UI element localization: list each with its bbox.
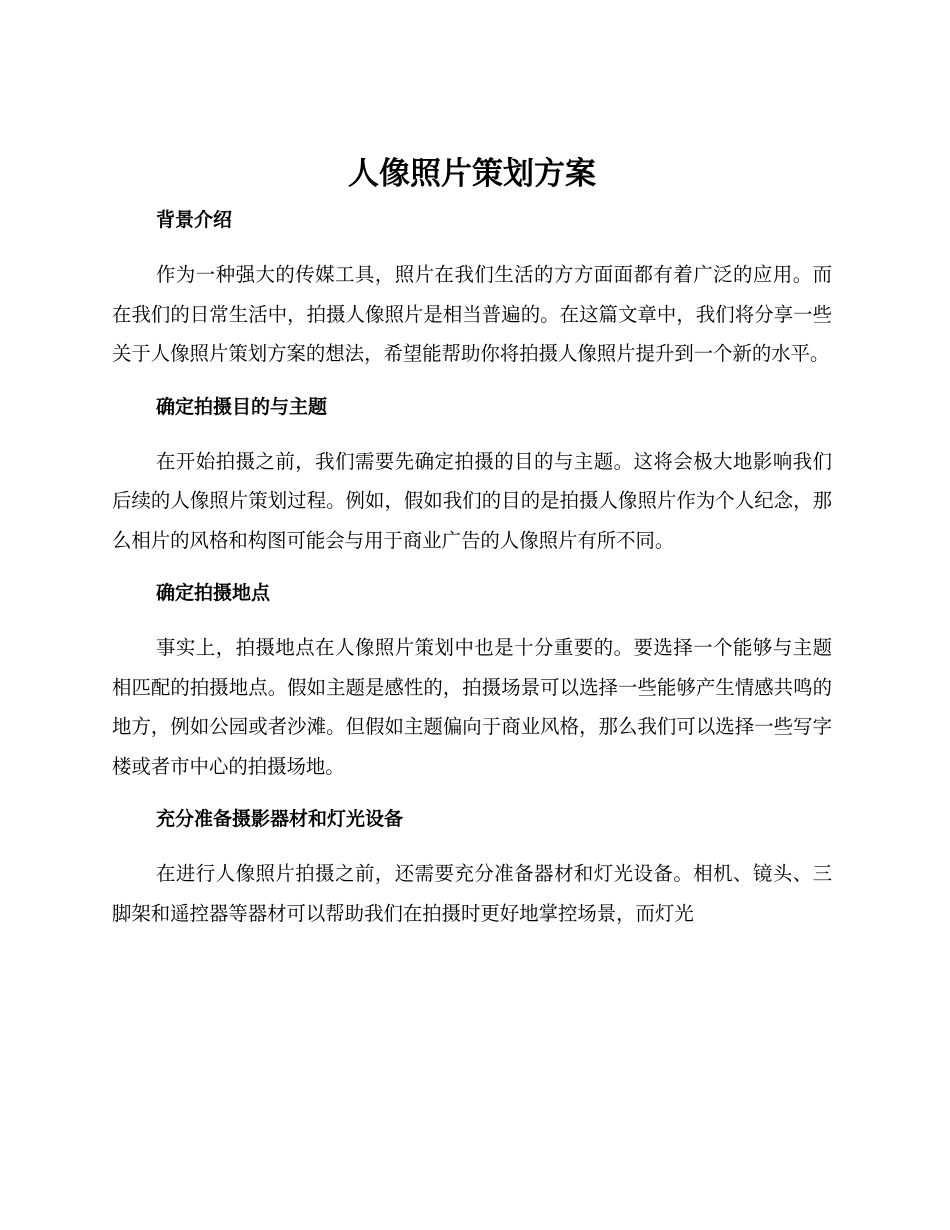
spacer (112, 613, 832, 628)
section-background (112, 200, 832, 387)
section-equipment (112, 799, 832, 933)
section-paragraph: 在进行人像照片拍摄之前，还需要充分准备器材和灯光设备。相机、镜头、三脚架和遥控器等器材可以帮助我们在拍摄时更好地掌控场景，而灯光 (112, 862, 832, 925)
spacer (112, 786, 832, 799)
spacer (112, 427, 832, 442)
spacer (112, 839, 832, 854)
spacer (112, 374, 832, 387)
section-heading: 背景介绍 (156, 209, 233, 231)
spacer (112, 240, 832, 255)
document-title: 人像照片策划方案 (348, 156, 596, 192)
section-purpose-theme (112, 387, 832, 574)
section-paragraph: 在开始拍摄之前，我们需要先确定拍摄的目的与主题。这将会极大地影响我们后续的人像照片策划过程。例如，假如我们的目的是拍摄人像照片作为个人纪念，那么相片的风格和构图可能会与用于商业广告的人像照片有所不同。 (112, 449, 832, 552)
spacer (112, 560, 832, 573)
section-paragraph: 事实上，拍摄地点在人像照片策划中也是十分重要的。要选择一个能够与主题相匹配的拍摄地点。假如主题是感性的，拍摄场景可以选择一些能够产生情感共鸣的地方，例如公园或者沙滩。但假如主题偏向于商业风格，那么我们可以选择一些写字楼或者市中心的拍摄场地。 (112, 636, 832, 778)
section-heading: 充分准备摄影器材和灯光设备 (156, 808, 404, 830)
document-content (112, 148, 832, 933)
section-heading: 确定拍摄目的与主题 (156, 395, 328, 418)
section-heading: 确定拍摄地点 (156, 582, 271, 604)
section-location (112, 573, 832, 799)
section-paragraph: 作为一种强大的传媒工具，照片在我们生活的方方面面都有着广泛的应用。而在我们的日常生活中，拍摄人像照片是相当普遍的。在这篇文章中，我们将分享一些关于人像照片策划方案的想法，希望能帮助你将拍摄人像照片提升到一个新的水平。 (112, 263, 832, 365)
